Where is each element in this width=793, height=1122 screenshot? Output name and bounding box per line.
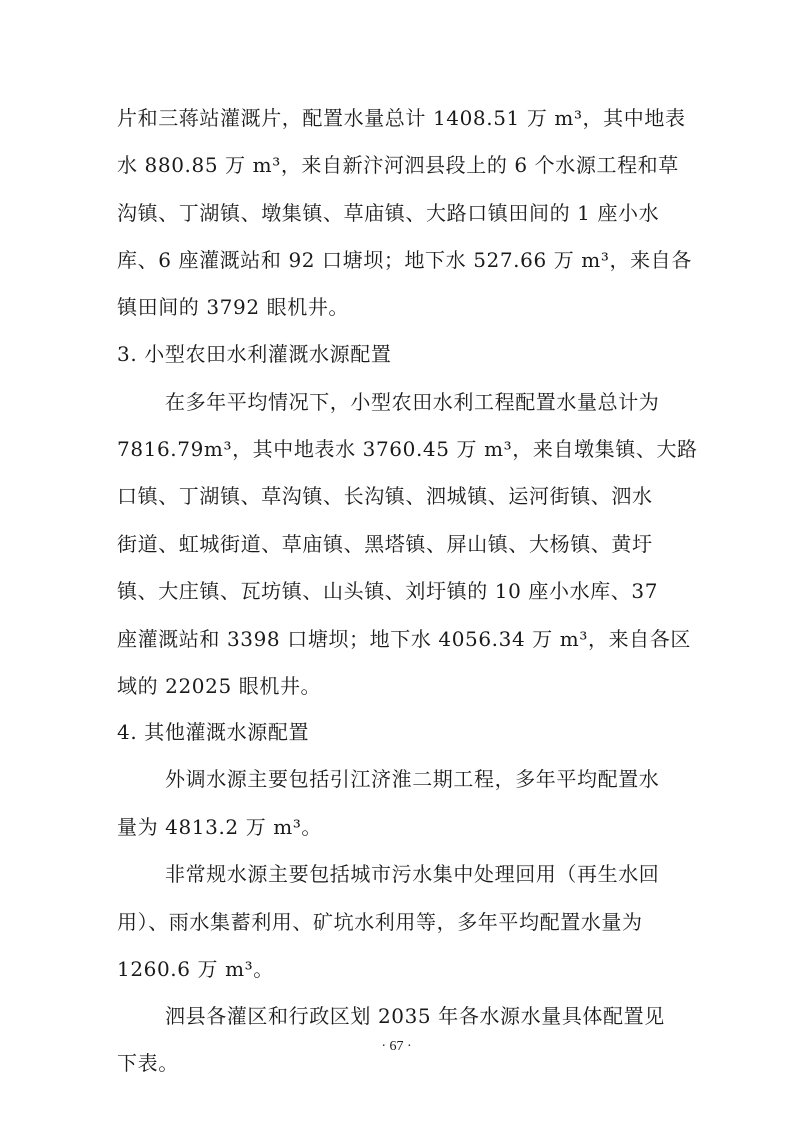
section-heading: 3. 小型农田水利灌溉水源配置: [117, 342, 392, 366]
paragraph-line: 水 880.85 万 m³，来自新汴河泗县段上的 6 个水源工程和草: [117, 153, 679, 177]
paragraph-line: 街道、虹城街道、草庙镇、黑塔镇、屏山镇、大杨镇、黄圩: [117, 532, 653, 556]
paragraph-line: 片和三蒋站灌溉片，配置水量总计 1408.51 万 m³，其中地表: [117, 106, 686, 130]
paragraph-line: 非常规水源主要包括城市污水集中处理回用（再生水回: [165, 862, 660, 886]
paragraph-line: 7816.79m³，其中地表水 3760.45 万 m³，来自墩集镇、大路: [117, 437, 698, 461]
section-heading: 4. 其他灌溉水源配置: [117, 720, 310, 744]
paragraph-line: 库、6 座灌溉站和 92 口塘坝；地下水 527.66 万 m³，来自各: [117, 248, 692, 272]
paragraph-line: 用）、雨水集蓄利用、矿坑水利用等，多年平均配置水量为: [117, 910, 643, 934]
paragraph-line: 沟镇、丁湖镇、墩集镇、草庙镇、大路口镇田间的 1 座小水: [117, 201, 660, 225]
paragraph-line: 泗县各灌区和行政区划 2035 年各水源水量具体配置见: [165, 1004, 665, 1028]
paragraph-line: 下表。: [117, 1051, 179, 1075]
paragraph-line: 1260.6 万 m³。: [117, 957, 274, 981]
paragraph-line: 域的 22025 眼机井。: [117, 674, 322, 698]
paragraph-line: 外调水源主要包括引江济淮二期工程，多年平均配置水: [165, 767, 660, 791]
paragraph-line: 在多年平均情况下，小型农田水利工程配置水量总计为: [165, 390, 660, 414]
paragraph-line: 量为 4813.2 万 m³。: [117, 815, 323, 839]
paragraph-line: 口镇、丁湖镇、草沟镇、长沟镇、泗城镇、运河街镇、泗水: [117, 484, 653, 508]
paragraph-line: 镇、大庄镇、瓦坊镇、山头镇、刘圩镇的 10 座小水库、37: [117, 579, 659, 603]
page-number: · 67 ·: [381, 1039, 412, 1054]
paragraph-line: 镇田间的 3792 眼机井。: [117, 295, 350, 319]
paragraph-line: 座灌溉站和 3398 口塘坝；地下水 4056.34 万 m³，来自各区: [117, 627, 691, 651]
